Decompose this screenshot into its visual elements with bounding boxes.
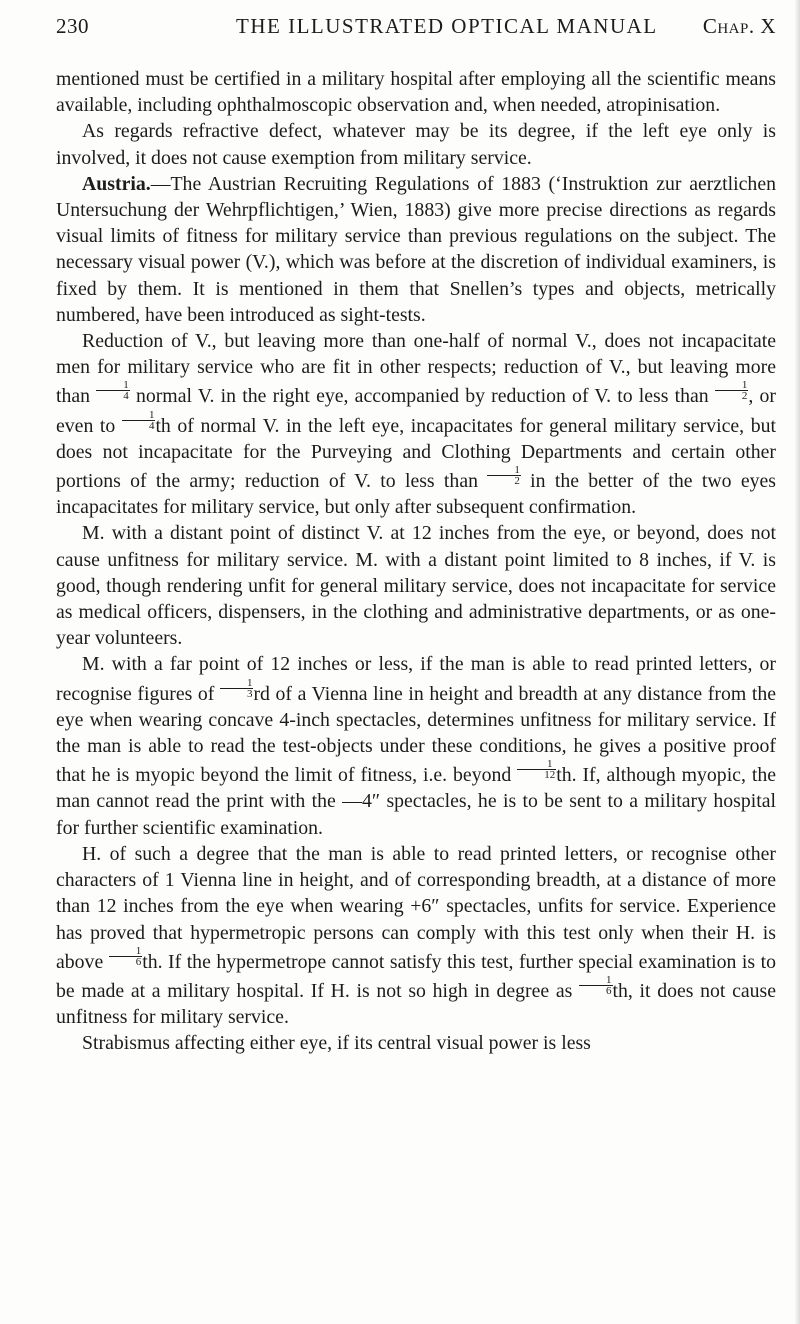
fraction-numerator: 1 xyxy=(109,946,143,957)
paragraph-1-text: mentioned must be certified in a military hospital after employing all the scientific means available, including ophthalmoscopic observation and, when needed, atropinisation. xyxy=(56,68,776,117)
page-edge-shadow xyxy=(794,0,800,1324)
chapter-label: Chap. X xyxy=(702,14,776,38)
fraction-denominator: 4 xyxy=(148,419,155,432)
fraction-half-2 xyxy=(487,465,521,486)
fraction-numerator: 1 xyxy=(487,465,521,476)
fraction-numerator: 1 xyxy=(96,380,130,391)
fraction-twelfth xyxy=(517,759,556,780)
body-text xyxy=(56,66,776,1057)
fraction-third xyxy=(220,678,254,699)
paragraph-austria xyxy=(56,171,776,328)
paragraph-myopia-distant-text: M. with a distant point of distinct V. at 12 inches from the eye, or beyond, does not cause unfitness for military service. M. with a distant point limited to 8 inches, if V. is good, though rendering unfit for general military service, does not incapacitate for service as medical officers, dispensers, in the clothing and administrative departments, or as one-year volunteers. xyxy=(56,522,776,650)
paragraph-myopia-distant xyxy=(56,520,776,651)
fraction-numerator: 1 xyxy=(715,380,749,391)
paragraph-reduction-text-b: normal V. in the right eye, accompanied by reduction of V. to less than xyxy=(135,385,709,408)
fraction-fourth xyxy=(122,410,156,431)
fraction-denominator: 6 xyxy=(606,984,612,997)
paragraph-austria-text: —The Austrian Recruiting Regulations of 1883 (‘Instruktion zur aerztlichen Untersuchung der Wehrpflichtigen,’ Wien, 1883) give more precise directions as regards visual limits of fitness for military service than previous regulations on the subject. The necessary visual power (V.), which was before at the discretion of individual examiners, is fixed by them. It is mentioned in them that Snellen’s types and objects, metrically numbered, have been introduced as sight-tests. xyxy=(56,172,776,326)
fraction-numerator: 1 xyxy=(220,678,254,689)
paragraph-myopia-text-a: M. with a far point of 12 inches or less, if the man is able to read printed letters, or recognise figures of xyxy=(56,653,776,705)
fraction-denominator: 4 xyxy=(123,390,129,403)
fraction-numerator: 1 xyxy=(517,759,556,770)
fraction-denominator: 6 xyxy=(135,955,142,968)
fraction-half xyxy=(715,380,749,401)
fraction-sixth-2 xyxy=(579,975,613,996)
paragraph-hypermetropia-text-a: H. of such a degree that the man is able to read printed letters, or recognise other characters of 1 Vienna line in height, and of corresponding breadth, at a distance of more than 12 inches from the eye when wearing +6″ spectacles, unfits for service. Experience has proved that hypermetropic persons can comply with this test only when their H. is above xyxy=(56,842,776,973)
fraction-quarter xyxy=(96,380,130,401)
fraction-numerator: 1 xyxy=(579,975,613,986)
paragraph-hypermetropia-text-c: th, it does not cause unfitness for military service. xyxy=(56,979,776,1029)
fraction-numerator: 1 xyxy=(122,410,156,421)
paragraph-2-text: As regards refractive defect, whatever may be its degree, if the left eye only is involved, it does not cause exemption from military service. xyxy=(56,120,776,169)
paragraph-2 xyxy=(56,118,776,170)
fraction-denominator: 2 xyxy=(514,475,520,488)
paragraph-strabismus xyxy=(56,1030,776,1056)
paragraph-strabismus-text: Strabismus affecting either eye, if its central visual power is less xyxy=(82,1032,591,1055)
paragraph-1 xyxy=(56,66,776,118)
paragraph-myopia-far-point xyxy=(56,651,776,840)
fraction-sixth xyxy=(109,946,143,967)
fraction-denominator: 3 xyxy=(246,687,253,700)
paragraph-reduction-text-e: in the better of the two eyes incapacitates for military service, but only after subsequent confirmation. xyxy=(56,470,777,519)
page-number: 230 xyxy=(56,14,89,38)
paragraph-reduction xyxy=(56,328,776,520)
running-header xyxy=(56,14,776,44)
paragraph-myopia-text-c: th. If, although myopic, the man cannot read the print with the —4″ spectacles, he is to be sent to a military hospital for further scientific examination. xyxy=(56,764,776,839)
paragraph-reduction-text-c: , or even to xyxy=(56,385,776,437)
paragraph-reduction-text-d: th of normal V. in the left eye, incapacitates for general military service, but does not incapacitate for the Purveying and Clothing Departments and certain other portions of the army; reduction of V. to less than xyxy=(56,414,776,493)
fraction-denominator: 2 xyxy=(741,390,748,403)
running-title: THE ILLUSTRATED OPTICAL MANUAL xyxy=(236,14,658,38)
paragraph-myopia-text-b: rd of a Vienna line in height and breadth at any distance from the eye when wearing concave 4-inch spectacles, determines unfitness for military service. If the man is able to read the test-objects under these conditions, he gives a positive proof that he is myopic beyond the limit of fitness, i.e. beyond xyxy=(56,682,776,787)
paragraph-hypermetropia xyxy=(56,841,776,1030)
paragraph-hypermetropia-text-b: th. If the hypermetrope cannot satisfy this test, further special examination is to be made at a military hospital. If H. is not so high in degree as xyxy=(56,950,776,1002)
paragraph-reduction-text-a: Reduction of V., but leaving more than one-half of normal V., does not incapacitate men for military service who are fit in other respects; reduction of V., but leaving more than xyxy=(56,330,776,408)
section-heading-austria: Austria. xyxy=(82,172,151,195)
fraction-denominator: 12 xyxy=(544,769,556,782)
